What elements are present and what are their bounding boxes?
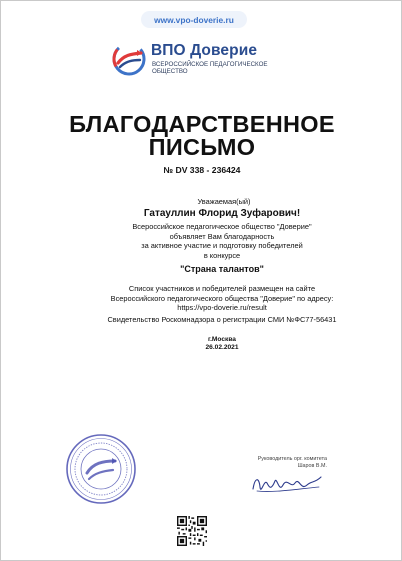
city: г.Москва [208,336,236,343]
heading-line-1: БЛАГОДАРСТВЕННОЕ [69,111,335,137]
recipient-name: Гатауллин Флорид Зуфарович! [143,208,301,219]
signer-name: Шаров В.М. [297,463,327,469]
text-line: Список участников и победителей размещен на сайте [128,284,316,293]
org-seal [65,433,137,505]
text-line: объявляет Вам благодарность [169,231,275,241]
results-link[interactable]: https://vpo-doverie.ru/result [177,303,267,313]
qr-code[interactable] [177,516,207,546]
document-number: № DV 338 - 236424 [163,165,241,175]
media-registration: Свидетельство Роскомнадзора о регистрации СМИ №ФС77-56431 [107,315,337,324]
signer-role: Руководитель орг. комитета [257,456,327,462]
text-line: в конкурсе [203,250,241,260]
logo-subtitle: ВСЕРОССИЙСКОЕ ПЕДАГОГИЧЕСКОЕ ОБЩЕСТВО [152,61,268,75]
contest-name: "Страна талантов" [180,264,264,274]
date: 26.02.2021 [205,343,239,351]
text-line: Всероссийского педагогического общества "Доверие" по адресу: [110,293,334,303]
results-info [21,284,402,313]
site-url-badge[interactable]: www.vpo-doverie.ru [141,11,247,28]
greeting: Уважаемая(ый) [197,197,251,206]
text-line: Всероссийское педагогическое общество "Доверие" [132,222,312,231]
text-line: за активное участие и подготовку победителей [141,241,303,251]
org-logo [111,39,301,79]
city-date [21,336,402,351]
handwritten-signature [249,471,327,499]
acknowledgement-text [21,222,402,260]
heading-line-2: ПИСЬМО [148,134,256,160]
logo-mark-icon [111,41,147,77]
logo-title: ВПО Доверие [151,42,258,59]
document-heading [1,113,402,159]
signer-block [237,456,327,470]
